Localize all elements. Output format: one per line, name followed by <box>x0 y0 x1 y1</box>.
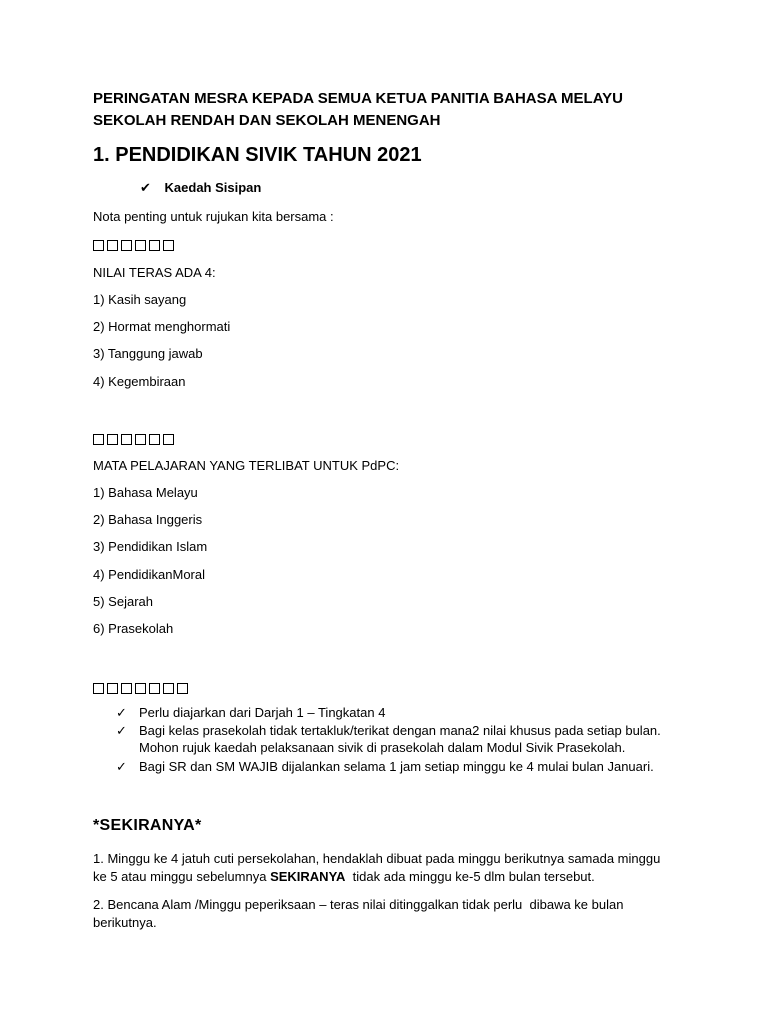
paragraph-2-line-2: berikutnya. <box>93 915 157 930</box>
subjects-heading: MATA PELAJARAN YANG TERLIBAT UNTUK PdPC: <box>93 458 400 473</box>
checkmark-icon: ✓ <box>116 760 127 775</box>
subject-item: 1) Bahasa Melayu <box>93 485 198 500</box>
nilai-item: 4) Kegembiraan <box>93 374 186 389</box>
section-heading-sekiranya: *SEKIRANYA* <box>93 817 202 834</box>
subject-item: 4) PendidikanMoral <box>93 567 206 582</box>
bullet-text: Bagi SR dan SM WAJIB dijalankan selama 1 jam setiap minggu ke 4 mulai bulan Januari. <box>139 759 654 774</box>
bullet-text: Bagi kelas prasekolah tidak tertakluk/terikat dengan mana2 nilai khusus pada setiap bulan. <box>139 723 661 738</box>
note-text: Nota penting untuk rujukan kita bersama : <box>93 209 334 224</box>
nilai-item: 3) Tanggung jawab <box>93 346 203 361</box>
bullet-item <box>116 705 386 721</box>
subject-item: 3) Pendidikan Islam <box>93 539 208 554</box>
paragraph-1-line-2: ke 5 atau minggu sebelumnya SEKIRANYA tidak ada minggu ke-5 dlm bulan tersebut. <box>93 869 595 884</box>
nilai-item: 1) Kasih sayang <box>93 292 187 307</box>
checkmark-icon: ✓ <box>116 706 127 721</box>
method-line <box>140 180 261 196</box>
nilai-item: 2) Hormat menghormati <box>93 319 231 334</box>
missing-glyph-boxes-3 <box>93 680 191 698</box>
missing-glyph-boxes-2 <box>93 431 177 449</box>
emphasis-sekiranya: SEKIRANYA <box>270 869 346 884</box>
bullet-item <box>116 723 661 739</box>
subject-item: 5) Sejarah <box>93 594 153 609</box>
bullet-text: Perlu diajarkan dari Darjah 1 – Tingkatan 4 <box>139 705 386 720</box>
document-title-line-1: PERINGATAN MESRA KEPADA SEMUA KETUA PANITIA BAHASA MELAYU <box>93 90 624 107</box>
method-label: Kaedah Sisipan <box>164 180 262 195</box>
bullet-item <box>116 759 654 775</box>
section-heading-pendidikan-sivik: 1. PENDIDIKAN SIVIK TAHUN 2021 <box>93 144 422 166</box>
subject-item: 2) Bahasa Inggeris <box>93 512 203 527</box>
paragraph-1-line-1: 1. Minggu ke 4 jatuh cuti persekolahan, hendaklah dibuat pada minggu berikutnya samada minggu <box>93 851 661 866</box>
paragraph-2-line-1: 2. Bencana Alam /Minggu peperiksaan – teras nilai ditinggalkan tidak perlu dibawa ke bulan <box>93 897 624 912</box>
missing-glyph-boxes-1 <box>93 237 177 255</box>
document-title-line-2: SEKOLAH RENDAH DAN SEKOLAH MENENGAH <box>93 112 441 129</box>
paragraph-1 <box>93 850 673 886</box>
nilai-heading: NILAI TERAS ADA 4: <box>93 265 216 280</box>
paragraph-2 <box>93 896 673 932</box>
checkmark-icon: ✔ <box>140 181 151 196</box>
bullet-continuation: Mohon rujuk kaedah pelaksanaan sivik di prasekolah dalam Modul Sivik Prasekolah. <box>139 740 626 755</box>
subject-item: 6) Prasekolah <box>93 621 174 636</box>
checkmark-icon: ✓ <box>116 724 127 739</box>
